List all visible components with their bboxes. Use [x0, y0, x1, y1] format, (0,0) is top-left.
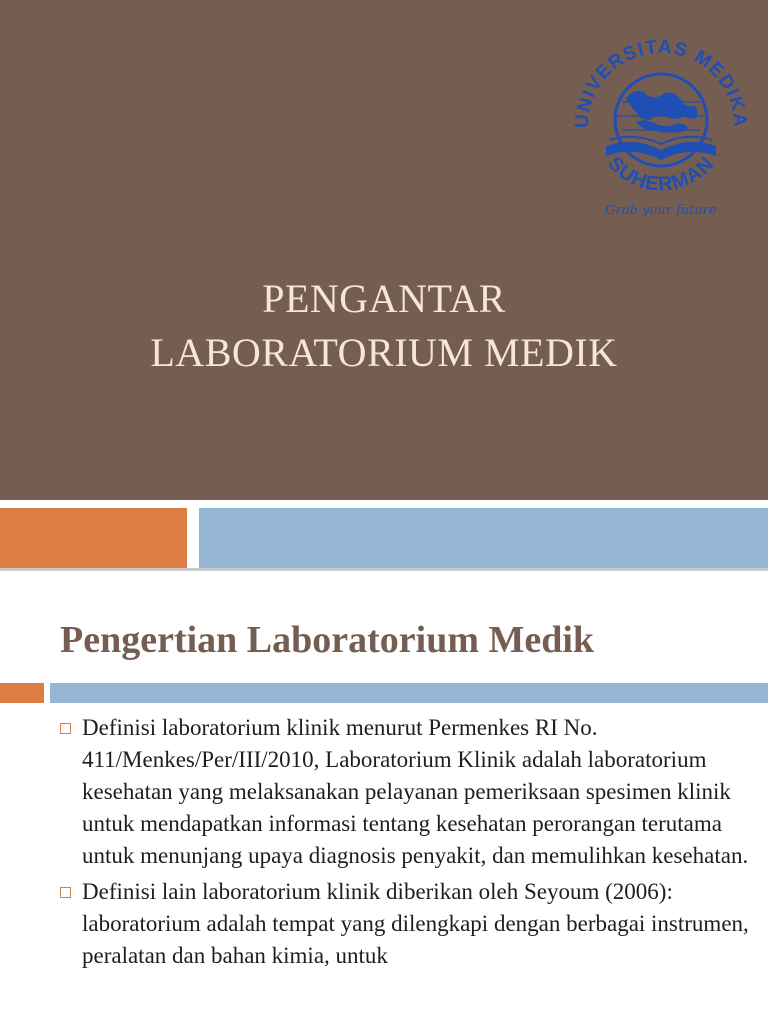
hollow-square-bullet-icon: [60, 723, 71, 734]
title-slide: [0, 0, 768, 500]
list-item: [60, 876, 760, 972]
heading-rule-orange: [0, 683, 44, 703]
university-logo: [566, 18, 756, 223]
slide-title-line-2: LABORATORIUM MEDIK: [150, 330, 618, 375]
accent-band-orange: [0, 508, 187, 568]
logo-arc-text-top: UNIVERSITAS MEDIKA: [571, 36, 751, 129]
slide-divider: [0, 568, 768, 571]
bullet-list: [60, 712, 760, 976]
heading-rule-blue: [50, 683, 768, 703]
accent-band-blue: [199, 508, 768, 568]
list-item: [60, 712, 760, 872]
bullet-text: Definisi laboratorium klinik menurut Permenkes RI No. 411/Menkes/Per/III/2010, Laboratorium Klinik adalah laboratorium kesehatan yang melaksanakan pelayanan pemeriksaan spesimen klinik untuk mendapatkan informasi tentang kesehatan perorangan terutama untuk menunjang upaya diagnosis penyakit, dan memulihkan kesehatan.: [82, 715, 749, 868]
logo-arc-text-bottom: SUHERMAN: [603, 152, 719, 196]
logo-tagline: Grab your future: [605, 203, 717, 218]
slide-title: [0, 272, 768, 380]
content-heading: Pengertian Laboratorium Medik: [60, 619, 595, 661]
slide-title-line-1: PENGANTAR: [262, 276, 506, 321]
bullet-text: Definisi lain laboratorium klinik diberikan oleh Seyoum (2006): laboratorium adalah tempat yang dilengkapi dengan berbagai instrumen, peralatan dan bahan kimia, untuk: [82, 879, 749, 968]
hollow-square-bullet-icon: [60, 887, 71, 898]
